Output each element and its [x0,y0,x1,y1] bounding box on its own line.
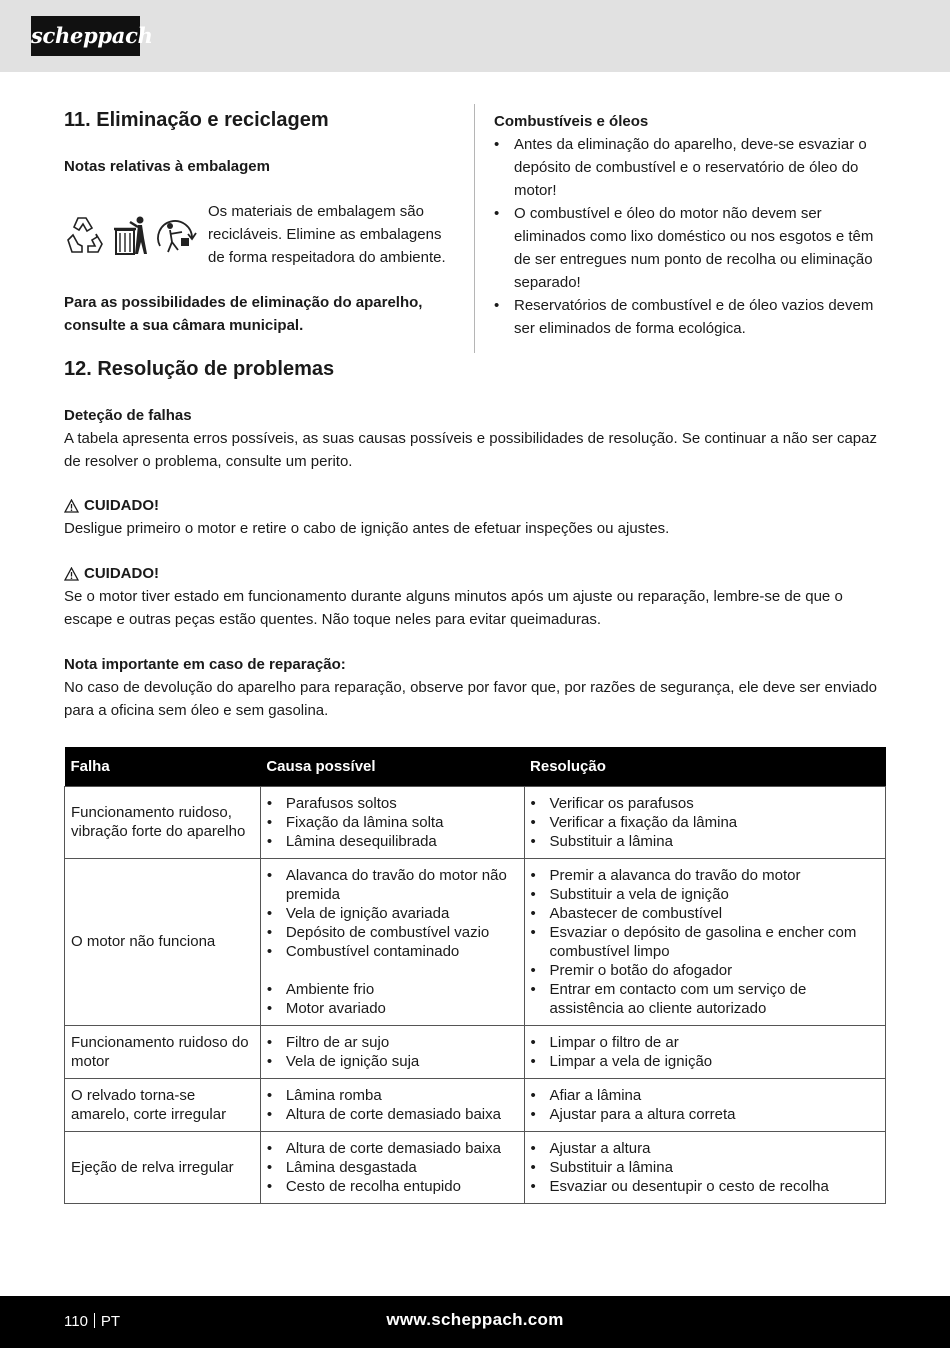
cause-item: • Lâmina romba [267,1086,518,1105]
caution-block-2 [64,562,894,631]
solution-item: • Premir a alavanca do travão do motor [531,866,879,885]
brand-logo: scheppach [31,16,140,56]
fault-cell: Ejeção de relva irregular [65,1131,261,1203]
page-footer [0,1296,950,1348]
page-number-value: 110 [64,1313,88,1330]
fault-detection-title: Deteção de falhas [64,407,192,424]
warning-icon [64,499,79,513]
cause-item: • Vela de ignição suja [267,1052,518,1071]
caution-text: Desligue primeiro o motor e retire o cabo de ignição antes de efetuar inspeções ou ajustes. [64,520,670,537]
cause-item: • Depósito de combustível vazio [267,923,518,942]
cause-cell [260,1025,524,1078]
list-item: • Antes da eliminação do aparelho, deve-se esvaziar o depósito de combustível e o reservatório de óleo do motor! [494,133,894,202]
cause-item: • Fixação da lâmina solta [267,813,518,832]
solution-item: • Afiar a lâmina [531,1086,879,1105]
solution-cell [524,1025,885,1078]
fault-cell: O motor não funciona [65,858,261,1025]
fault-cell: O relvado torna-se amarelo, corte irregular [65,1078,261,1131]
cause-cell [260,786,524,858]
recycle-person-icon [158,221,196,252]
fuel-oil-list [494,133,894,340]
packaging-title: Notas relativas à embalagem [64,158,270,175]
column-header-cause: Causa possível [260,747,524,786]
cause-item: • Alavanca do travão do motor não premida [267,866,518,904]
cause-item: • Altura de corte demasiado baixa [267,1105,518,1124]
repair-note-title: Nota importante em caso de reparação: [64,656,346,673]
solution-item: • Abastecer de combustível [531,904,879,923]
solution-item: • Substituir a lâmina [531,832,879,851]
warning-icon [64,567,79,581]
fault-detection-text: A tabela apresenta erros possíveis, as suas causas possíveis e possibilidades de resolução. Se continuar a não ser capaz de resolver o problema, consulte um perito. [64,430,877,470]
cause-item: • Lâmina desequilibrada [267,832,518,851]
cause-item: • Altura de corte demasiado baixa [267,1139,518,1158]
solution-item: • Entrar em contacto com um serviço de assistência ao cliente autorizado [531,980,879,1018]
solution-item: • Substituir a lâmina [531,1158,879,1177]
list-item: • O combustível e óleo do motor não devem ser eliminados como lixo doméstico ou nos esgotos e têm de ser entregues num ponto de recolha ou eliminação separado! [494,202,894,294]
solution-item: • Substituir a vela de ignição [531,885,879,904]
bin-disposal-icon [114,217,147,255]
fault-cell: Funcionamento ruidoso do motor [65,1025,261,1078]
troubleshooting-table [64,747,886,1204]
solution-item: • Limpar a vela de ignição [531,1052,879,1071]
cause-item: • Combustível contaminado [267,942,518,961]
caution-title: CUIDADO! [84,497,159,514]
table-row [65,1131,886,1203]
cause-cell [260,858,524,1025]
cause-cell [260,1131,524,1203]
cause-cell [260,1078,524,1131]
caution-title: CUIDADO! [84,565,159,582]
solution-cell [524,1078,885,1131]
solution-cell [524,786,885,858]
column-header-solution: Resolução [524,747,885,786]
column-divider [474,104,475,353]
cause-item: • Lâmina desgastada [267,1158,518,1177]
solution-item: • Ajustar para a altura correta [531,1105,879,1124]
solution-item: • Premir o botão do afogador [531,961,879,980]
packaging-icons [64,208,198,262]
solution-item: • Ajustar a altura [531,1139,879,1158]
disposal-note: Para as possibilidades de eliminação do aparelho, consulte a sua câmara municipal. [64,294,423,334]
packaging-text: Os materiais de embalagem são recicláveis. Elimine as embalagens de forma respeitadora do ambiente. [208,203,446,266]
table-row [65,786,886,858]
caution-text: Se o motor tiver estado em funcionamento durante alguns minutos após um ajuste ou reparação, lembre-se de que o escape e outras peças estão quentes. Não toque neles para evitar queimaduras. [64,588,843,628]
solution-item: • Esvaziar o depósito de gasolina e encher com combustível limpo [531,923,879,961]
solution-item: • Esvaziar ou desentupir o cesto de recolha [531,1177,879,1196]
website-link[interactable]: www.scheppach.com [386,1310,564,1329]
solution-item: • Verificar os parafusos [531,794,879,813]
solution-cell [524,1131,885,1203]
list-item: • Reservatórios de combustível e de óleo vazios devem ser eliminados de forma ecológica. [494,294,894,340]
cause-item: • Vela de ignição avariada [267,904,518,923]
table-row [65,858,886,1025]
recycle-icon [68,218,102,252]
table-header-row [65,747,886,786]
cause-item: • Motor avariado [267,999,518,1018]
repair-note-text: No caso de devolução do aparelho para reparação, observe por favor que, por razões de segurança, ele deve ser enviado para a oficina sem óleo e sem gasolina. [64,679,878,719]
language-code: PT [100,1313,121,1330]
cause-item: • Ambiente frio [267,980,518,999]
page-header [0,0,950,72]
section-12-heading: 12. Resolução de problemas [64,358,335,380]
fault-detection-block [64,404,894,473]
solution-item: • Verificar a fixação da lâmina [531,813,879,832]
cause-item: • Filtro de ar sujo [267,1033,518,1052]
fault-cell: Funcionamento ruidoso, vibração forte do aparelho [65,786,261,858]
section-11-heading: 11. Eliminação e reciclagem [64,109,329,131]
fuel-oil-title: Combustíveis e óleos [494,113,649,130]
table-row [65,1078,886,1131]
column-header-fault: Falha [65,747,261,786]
caution-block-1 [64,494,894,540]
repair-note-block [64,653,894,722]
cause-item: • Parafusos soltos [267,794,518,813]
solution-cell [524,858,885,1025]
solution-item: • Limpar o filtro de ar [531,1033,879,1052]
table-row [65,1025,886,1078]
cause-item: • Cesto de recolha entupido [267,1177,518,1196]
